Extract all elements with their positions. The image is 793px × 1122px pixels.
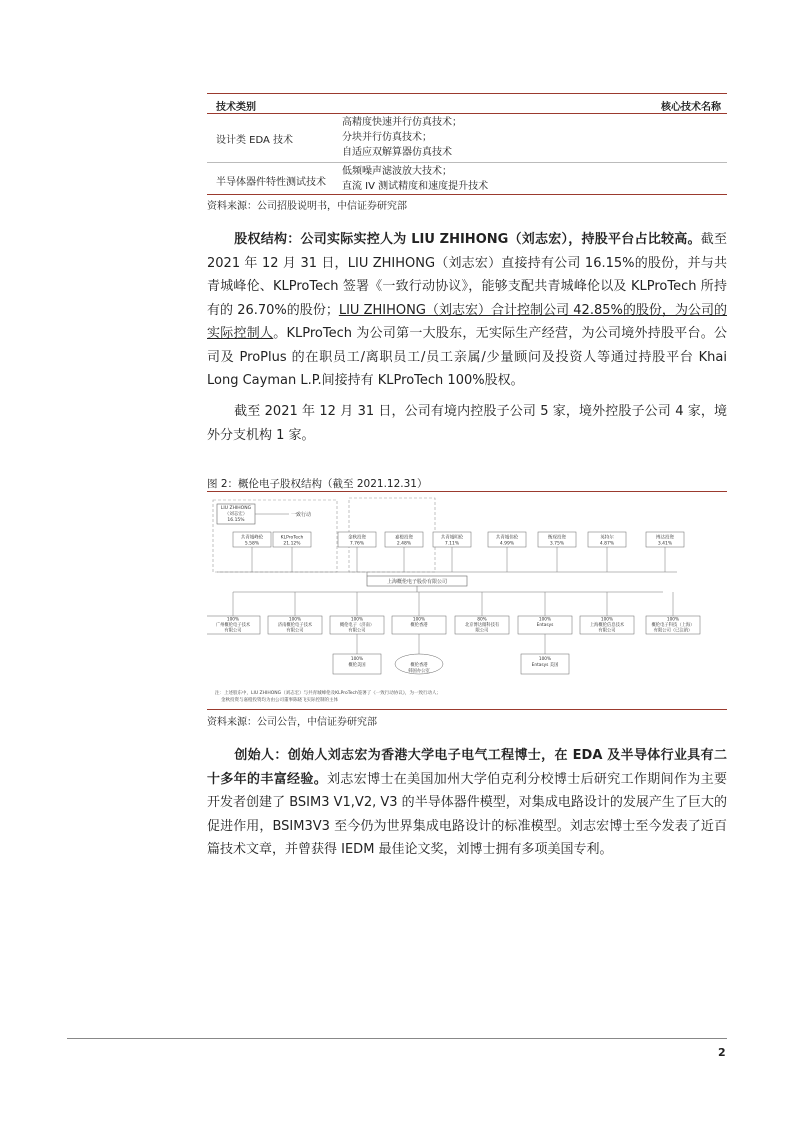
- footer-rule: [67, 1038, 727, 1039]
- subsidiary-name: 概伦电子（济南）: [339, 623, 375, 628]
- row-item: 分块并行仿真技术；: [342, 132, 432, 143]
- row-item: 自适应双解算器仿真技术: [342, 147, 452, 158]
- subsidiary-pct: 80%: [477, 617, 487, 623]
- subsidiary-name-2: 有限公司: [286, 628, 304, 634]
- paragraph-lead: 股权结构：公司实际实控人为 LIU ZHIHONG（刘志宏），持股平台占比较高。: [234, 232, 701, 247]
- row-category: 设计类 EDA 技术: [216, 135, 294, 146]
- company-name: 上海概伦电子股份有限公司: [386, 579, 448, 585]
- table-row: [207, 164, 727, 194]
- row-item: 直流 IV 测试精度和速度提升技术: [342, 181, 489, 192]
- subsidiary-name: 北京博达微科技有: [464, 623, 500, 628]
- grandchild-name: 概伦香港: [410, 663, 428, 668]
- figure-source: 资料来源：公司公告，中信证券研究部: [207, 717, 377, 728]
- grandchild-pct: 100%: [538, 657, 552, 662]
- table-bottom-rule: [207, 194, 727, 195]
- shareholder-pct: 3.75%: [549, 541, 565, 547]
- subsidiary-name-2: 有限公司: [224, 628, 242, 634]
- subsidiary-pct: 100%: [226, 617, 240, 623]
- shareholder-pct: 4.99%: [499, 541, 515, 547]
- shareholder-name: 英特尔: [600, 535, 614, 541]
- controller-pct: 16.15%: [227, 518, 245, 523]
- shareholder-pct: 5.58%: [244, 541, 260, 547]
- row-item: 低频噪声滤波放大技术；: [342, 166, 452, 177]
- subsidiary-name: Entasys: [536, 623, 554, 628]
- subsidiary-pct: 100%: [666, 617, 680, 623]
- paragraph-lead: 创始人：创始人刘志宏为香港大学电子电气工程博士，在 EDA 及半导体行业具有二十多年的丰富经验。: [207, 748, 727, 787]
- row-category: 半导体器件特性测试技术: [216, 177, 326, 188]
- shareholder-pct: 3.41%: [657, 541, 673, 547]
- subsidiary-name-2: 有限公司（已注销）: [653, 628, 693, 634]
- shareholder-name: 金秋投资: [348, 535, 366, 541]
- page-number: 2: [718, 1046, 726, 1059]
- shareholder-name: 共青城伟伦: [495, 535, 519, 541]
- grandchild-name: Entasys 美国: [531, 663, 559, 668]
- subsidiary-name-2: 有限公司: [348, 628, 366, 634]
- grandchild-pct: 100%: [350, 657, 364, 662]
- shareholder-pct: 2.48%: [396, 541, 412, 547]
- ownership-chart: [207, 492, 727, 712]
- concert-label: 一致行动: [290, 512, 312, 518]
- paragraph-text: 。KLProTech 为公司第一大股东，无实际生产经营，为公司境外持股平台。公司及 ProPlus 的在职员工/离职员工/员工亲属/少量顾问及投资人等通过持股平台 Khai Long Cayman L.P.间接持有 KLProTech 100%股权。: [207, 326, 727, 388]
- subsidiary-boxes: [207, 592, 700, 634]
- table-row: [207, 115, 727, 161]
- shareholder-name: KLProTech: [280, 535, 304, 541]
- controller-name: LIU ZHIHONG: [220, 506, 252, 511]
- subsidiary-name: 上海概伦信息技术: [589, 623, 625, 628]
- subsidiary-name: 概伦电子科技（上海）: [651, 623, 695, 628]
- shareholder-name: 共青城峰伦: [240, 535, 264, 541]
- table-header: [207, 98, 727, 112]
- grandchild-boxes: [333, 634, 569, 674]
- subsidiary-pct: 100%: [288, 617, 302, 623]
- subsidiary-pct: 100%: [412, 617, 426, 623]
- figure-title: 图 2：概伦电子股权结构（截至 2021.12.31）: [207, 478, 428, 490]
- subsidiaries-paragraph: [207, 400, 727, 447]
- row-item: 高精度快速并行仿真技术；: [342, 117, 462, 128]
- subsidiary-name-2: 限公司: [475, 628, 489, 634]
- figure-note-1: 注：上述股东中，LIU ZHIHONG（刘志宏）与共青城峰伦及KLProTech签署了《一致行动协议》，为一致行动人；: [215, 691, 442, 696]
- equity-structure-paragraph: [207, 228, 727, 393]
- subsidiary-pct: 100%: [600, 617, 614, 623]
- grandchild-name-2: 韩国办公室: [408, 669, 430, 674]
- shareholder-name: 嘉橙投资: [395, 535, 413, 541]
- paragraph-text: 截至 2021 年 12 月 31 日，LIU ZHIHONG（刘志宏）直接持有公司 16.15%的股份，并与共青城峰伦、KLProTech 签署《一致行动协议》，能够支配共青城峰伦以及 KLProTech 所持有的 26.70%的股份；: [207, 232, 727, 318]
- subsidiary-pct: 100%: [538, 617, 552, 623]
- shareholder-name: 衡琛投资: [548, 535, 566, 541]
- shareholder-pct: 21.12%: [283, 541, 301, 547]
- paragraph-underlined: LIU ZHIHONG（刘志宏）合计控制公司 42.85%的股份，为公司的实际控制人: [207, 302, 728, 341]
- header-category: 技术类别: [216, 102, 256, 113]
- grandchild-name: 概伦美国: [348, 663, 366, 668]
- subsidiary-name: 济南概伦电子技术: [277, 623, 313, 628]
- controller-cn: （刘志宏）: [224, 512, 248, 517]
- subsidiary-name-2: 有限公司: [598, 628, 616, 634]
- paragraph-text: 刘志宏博士在美国加州大学伯克利分校博士后研究工作期间作为主要开发者创建了 BSIM3 V1,V2, V3 的半导体器件模型，对集成电路设计的发展产生了巨大的促进作用，BSIM3V3 至今仍为世界集成电路设计的标准模型。刘志宏博士至今发表了近百篇技术文章，并曾获得 IEDM 最佳论文奖，刘博士拥有多项美国专利。: [207, 771, 727, 857]
- shareholder-pct: 7.11%: [444, 541, 460, 547]
- table-top-rule: [207, 93, 727, 94]
- header-core-tech: 核心技术名称: [661, 102, 721, 113]
- figure-bottom-rule: [207, 709, 727, 710]
- shareholder-boxes: [233, 532, 684, 572]
- shareholder-pct: 4.87%: [599, 541, 615, 547]
- table-source: 资料来源：公司招股说明书，中信证券研究部: [207, 201, 407, 212]
- table-header-rule: [207, 113, 727, 114]
- paragraph-text: 截至 2021 年 12 月 31 日，公司有境内控股子公司 5 家，境外控股子公司 4 家，境外分支机构 1 家。: [207, 404, 727, 443]
- row-separator: [207, 162, 727, 163]
- founder-paragraph: [207, 744, 727, 862]
- shareholder-name: 共青城明伦: [440, 535, 464, 541]
- subsidiary-name: 广州概伦电子技术: [215, 623, 251, 628]
- shareholder-name: 博达投资: [656, 535, 674, 541]
- figure-note-2: 金秋投资与嘉橙投资均为由公司董事陈晓飞实际控制的主体: [221, 698, 338, 703]
- ownership-diagram: [207, 492, 727, 708]
- subsidiary-pct: 100%: [350, 617, 364, 623]
- shareholder-pct: 7.76%: [349, 541, 365, 547]
- subsidiary-name: 概伦香港: [410, 623, 428, 628]
